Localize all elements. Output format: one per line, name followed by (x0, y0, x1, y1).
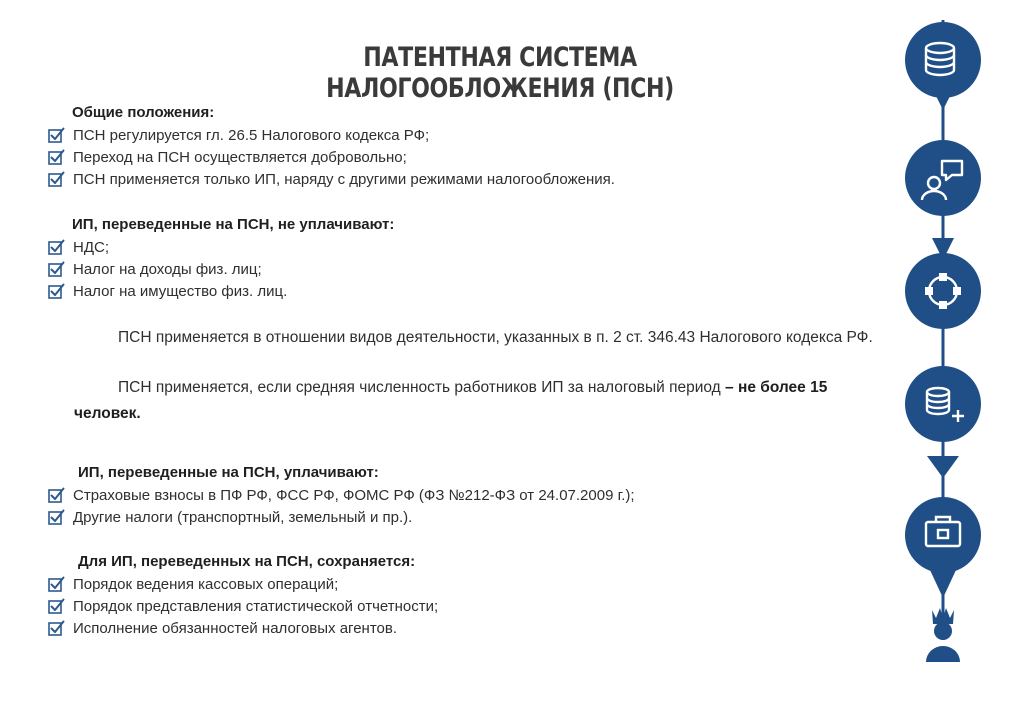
checkbox-icon (48, 171, 65, 188)
checkbox-icon (48, 239, 65, 256)
checkbox-icon (48, 576, 65, 593)
section-heading: Для ИП, переведенных на ПСН, сохраняется: (78, 553, 416, 570)
list-item (48, 124, 615, 146)
briefcase-icon (905, 456, 981, 598)
list-item (48, 595, 438, 617)
network-icon (905, 238, 981, 329)
list-item-text: Переход на ПСН осуществляется добровольно; (73, 148, 407, 166)
section-heading: ИП, переведенные на ПСН, уплачивают: (78, 464, 379, 481)
list-item-text: Страховые взносы в ПФ РФ, ФСС РФ, ФОМС РФ (ФЗ №212-ФЗ от 24.07.2009 г.); (73, 486, 635, 504)
database-add-icon (905, 366, 981, 442)
list-item-text: ПСН регулируется гл. 26.5 Налогового кодекса РФ; (73, 126, 430, 144)
checkbox-icon (48, 127, 65, 144)
list-item (48, 506, 635, 528)
section-not-pay (48, 214, 394, 302)
list-item (48, 484, 635, 506)
list-item (48, 573, 438, 595)
checkbox-icon (48, 261, 65, 278)
list-item-text: НДС; (73, 238, 109, 256)
list-item-text: Налог на имущество физ. лиц. (73, 282, 288, 300)
checkbox-icon (48, 620, 65, 637)
paragraph-employees (74, 375, 886, 427)
section-pay (48, 462, 635, 528)
database-icon (905, 22, 981, 110)
list-item (48, 617, 438, 639)
paragraph-text: ПСН применяется, если средняя численность работников ИП за налоговый период (118, 379, 721, 396)
user-chat-icon (905, 140, 981, 216)
list-item-text: Порядок ведения кассовых операций; (73, 575, 339, 593)
list-item (48, 168, 615, 190)
paragraph-dash: – (720, 379, 738, 396)
list-item (48, 236, 394, 258)
paragraph-text: ПСН применяется в отношении видов деятельности, указанных в п. 2 ст. 346.43 Налогового кодекса РФ. (118, 329, 873, 346)
list-item (48, 280, 394, 302)
paragraph-activities (74, 325, 886, 351)
section-heading: ИП, переведенные на ПСН, не уплачивают: (72, 216, 395, 233)
section-heading: Общие положения: (72, 104, 215, 121)
section-retained (48, 551, 438, 639)
list-item-text: Порядок представления статистической отчетности; (73, 597, 439, 615)
timeline-decoration (880, 0, 1024, 725)
list-item (48, 146, 615, 168)
checkbox-icon (48, 283, 65, 300)
checkbox-icon (48, 487, 65, 504)
list-item-text: ПСН применяется только ИП, наряду с другими режимами налогообложения. (73, 170, 615, 188)
page-title: ПАТЕНТНАЯ СИСТЕМА НАЛОГООБЛОЖЕНИЯ (ПСН) (326, 42, 674, 104)
list-item (48, 258, 394, 280)
list-item-text: Исполнение обязанностей налоговых агентов. (73, 619, 397, 637)
list-item-text: Налог на доходы физ. лиц; (73, 260, 262, 278)
paragraph-bold: не более 15 человек. (74, 379, 828, 422)
list-item-text: Другие налоги (транспортный, земельный и пр.). (73, 508, 413, 526)
checkbox-icon (48, 598, 65, 615)
section-general (48, 102, 615, 190)
checkbox-icon (48, 149, 65, 166)
checkbox-icon (48, 509, 65, 526)
